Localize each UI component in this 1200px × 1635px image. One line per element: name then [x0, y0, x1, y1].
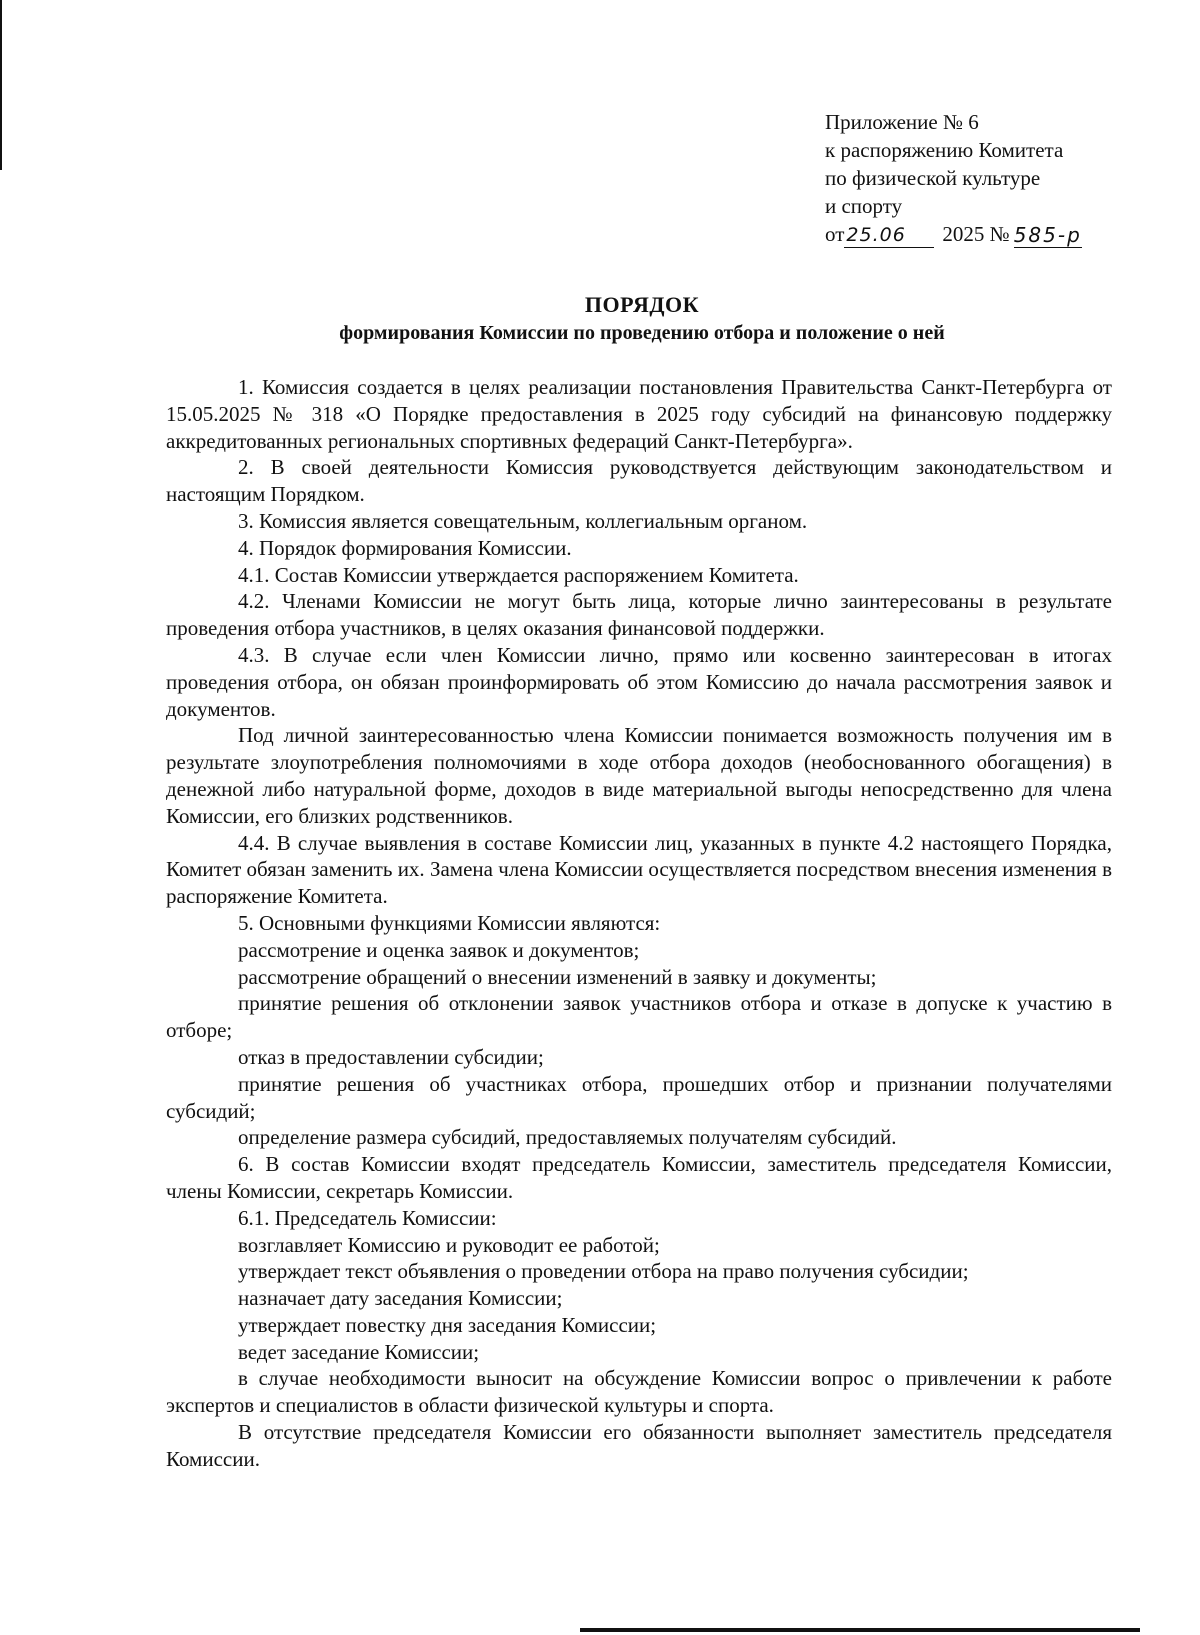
paragraph: 4.1. Состав Комиссии утверждается распоряжением Комитета. — [238, 562, 799, 587]
list-item: принятие решения об участниках отбора, прошедших отбор и признании получателями субсидий; — [166, 1071, 1112, 1123]
list-item: в случае необходимости выносит на обсуждение Комиссии вопрос о привлечении к работе экспертов и специалистов в области физической культуры и спорта. — [166, 1366, 1112, 1418]
year-and-number-label: 2025 № — [942, 222, 1010, 246]
paragraph: Под личной заинтересованностью члена Комиссии понимается возможность получения им в результате злоупотребления полномочиями в ходе отбора доходов (необоснованного обогащения) в денежной либо натуральной форме, доходов в виде материальной выгоды непосредственно для члена Комиссии, его близких родственников. — [166, 723, 1112, 828]
scan-edge-bottom — [580, 1628, 1140, 1632]
paragraph: 3. Комиссия является совещательным, коллегиальным органом. — [238, 508, 808, 533]
annex-line: по физической культуре — [825, 166, 1041, 190]
date-prefix: от — [825, 222, 845, 246]
paragraph: 4.4. В случае выявления в составе Комиссии лиц, указанных в пункте 4.2 настоящего Порядка, Комитет обязан заменить их. Замена члена Комиссии осуществляется посредством внесения изменения в распоряжение Комитета. — [166, 830, 1112, 909]
list-item: ведет заседание Комиссии; — [238, 1339, 480, 1364]
list-item: утверждает повестку дня заседания Комиссии; — [238, 1312, 657, 1337]
paragraph: 4. Порядок формирования Комиссии. — [238, 535, 572, 560]
list-item: отказ в предоставлении субсидии; — [238, 1044, 544, 1069]
document-subtitle: формирования Комиссии по проведению отбора и положение о ней — [339, 322, 945, 344]
document-title: ПОРЯДОК — [584, 292, 700, 317]
handwritten-date: 25.06 — [844, 223, 934, 248]
paragraph: 4.3. В случае если член Комиссии лично, прямо или косвенно заинтересован в итогах проведения отбора, он обязан проинформировать об этом Комиссию до начала рассмотрения заявок и документов. — [166, 642, 1112, 721]
paragraph: 4.2. Членами Комиссии не могут быть лица, которые лично заинтересованы в результате проведения отбора участников, в целях оказания финансовой поддержки. — [166, 589, 1112, 641]
list-item: возглавляет Комиссию и руководит ее работой; — [238, 1232, 660, 1257]
annex-line: к распоряжению Комитета — [825, 138, 1064, 162]
document-body — [166, 374, 1112, 1473]
annex-line: Приложение № 6 — [825, 110, 979, 134]
list-item: рассмотрение и оценка заявок и документов; — [238, 937, 640, 962]
scan-edge-left — [0, 0, 2, 170]
paragraph: 6. В состав Комиссии входят председатель Комиссии, заместитель председателя Комиссии, члены Комиссии, секретарь Комиссии. — [166, 1152, 1112, 1203]
annex-block — [825, 108, 1185, 248]
list-item: назначает дату заседания Комиссии; — [238, 1286, 563, 1311]
paragraph: 6.1. Председатель Комиссии: — [238, 1205, 497, 1230]
paragraph: 5. Основными функциями Комиссии являются: — [238, 910, 661, 935]
list-item: определение размера субсидий, предоставляемых получателям субсидий. — [238, 1125, 897, 1150]
paragraph: 1. Комиссия создается в целях реализации постановления Правительства Санкт-Петербурга от 15.05.2025 № 318 «О Порядке предоставления в 2025 году субсидий на финансовую поддержку аккредитованных региональных спортивных федераций Санкт-Петербурга». — [166, 375, 1112, 453]
paragraph: В отсутствие председателя Комиссии его обязанности выполняет заместитель председателя Комиссии. — [166, 1420, 1112, 1471]
paragraph: 2. В своей деятельности Комиссия руководствуется действующим законодательством и настоящим Порядком. — [166, 455, 1112, 507]
list-item: принятие решения об отклонении заявок участников отбора и отказе в допуске к участию в отборе; — [166, 991, 1112, 1043]
list-item: утверждает текст объявления о проведении отбора на право получения субсидии; — [238, 1259, 969, 1284]
handwritten-number: 585-р — [1013, 223, 1082, 247]
list-item: рассмотрение обращений о внесении изменений в заявку и документы; — [238, 964, 877, 989]
annex-line: и спорту — [825, 194, 903, 218]
annex-date-line — [825, 220, 1185, 248]
